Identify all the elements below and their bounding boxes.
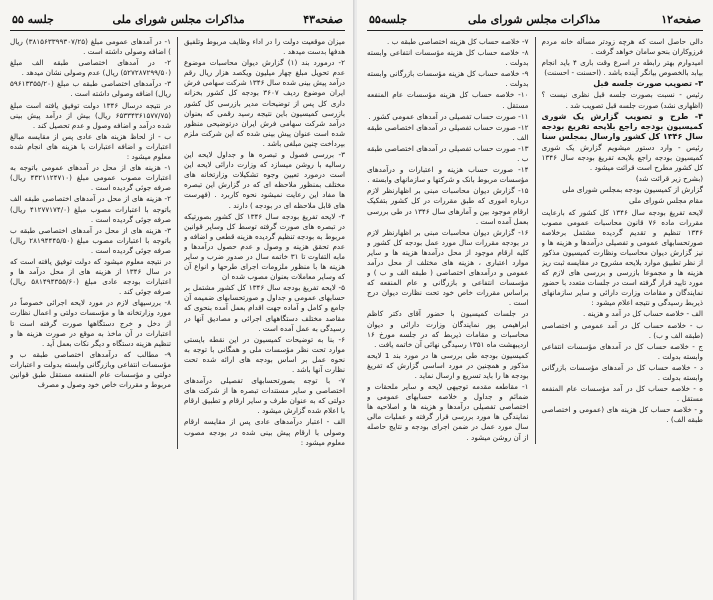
paragraph: ب - از لحاظ هزینه های عادی پس از مقایسه مبالغ اعتبارات و اضافه اعتبارات با هزینه های انجام شده معلوم میشود :: [10, 131, 171, 162]
paragraph: ب - خلاصه حساب کل در آمد عمومی و اختصاصی (طبقه الف و ب) .: [541, 320, 703, 340]
paragraph: الف - اعتبار درآمدهای عادی پس از مقایسه ارقام وصولی با ارقام پیش بینی شده در بودجه مصوب معلوم میشود :: [184, 417, 345, 447]
left-page-header: [10, 8, 345, 31]
paragraph: ۷- با توجه بصورتحسابهای تفصیلی درآمدهای اختصاصی و سایر مستندات تبصره ها از شرکت های دولتی که به عنوان طرف و سایر ارقام و تطبیق ارقام با اعلام شده گزارش میشود .: [184, 376, 345, 416]
paragraph: مقام مجلس شورای ملی: [628, 196, 703, 206]
left-page-title: مذاکرات مجلس شورای ملی: [112, 12, 245, 26]
paragraph: ۲- هزینه های از محل در آمدهای اختصاصی طبقه الف باتوجه با اعتبارات مصوب مبلغ (۴۱۲۷۷۱۷۴/۰ ریال) صرفه جوئی گردیده است .: [10, 194, 171, 224]
paragraph: لایحه تفریغ بودجه سال ۱۳۴۶ کل کشور که بارعایت مقررات ماده ۷۶ قانون محاسبات عمومی مصوب ۱۳۴۶ تنظیم و تقدیم گردیده مشتمل برخلاصه صورتحسابهای عمومی و تفصیلی درآمدها و هزینه ها و نیز گزارش دیوان محاسبات ونظارت کمیسیون مذکور از نظر تطبیق موارد بلایحه مشروح در مقایسه ثبت ریز هزینه ها و مجموعا بازرسی و بررسی های لازم که مورد تایید قرار گرفته است در جلسات متعدد با حضور نمایندگان و مقامات وزارت دارائی و سایر سازمانهای ذیربط رسیدگی و نتیجه اعلام میشود :: [541, 207, 703, 308]
left-page-columns: [10, 37, 345, 449]
column-rule: [535, 37, 536, 444]
right-page-right-column: [542, 37, 704, 444]
right-page-header: [367, 8, 703, 31]
left-page-label: صفحه۴۳: [303, 12, 343, 26]
right-page: [357, 0, 713, 600]
paragraph: ۳- تصویب صورت جلسه قبل: [593, 79, 703, 89]
paragraph: و - خلاصه حساب کل هزینه های (عمومی و اختصاصی طبقه الف) .: [541, 405, 703, 425]
paragraph: میزان موقعیت دولت را در اداء وظایف مربوط وتلفیق هدفها بدست میدهد .: [184, 37, 345, 57]
paragraph: رئیس - وارد دستور میشویم گزارش یک شوری کمیسیون بودجه راجع بلایحه تفریغ بودجه سال ۱۳۴۶ کل کشور مطرح است قرائت میشود .: [541, 142, 703, 173]
paragraph: ۲- درمورد بند (۱) گزارش دیوان محاسبات موضوع عدم تحویل مبلغ چهار میلیون ویکصد هزار ریال رقم درآمد پیش بینی شده سال ۱۳۴۶ شرکت سهامی فرش ایران موضوع ردیف ۳۶۰۷ بودجه کل کشور بخزانه داری کل پس از توضیحات مدیر بازرسی کل کشور بازرسی کمیسیون باین نتیجه رسید رقمی که بعنوان درآمد شرکت سهامی فرش ایران درتوضیحی منظور شده است عنوان پیش بینی شده که این شرکت ملزم بپرداخت چنین مبلغی باشد .: [184, 58, 345, 148]
paragraph: ه - خلاصه حساب کل در آمد مؤسسات عام المنفعه مستقل .: [541, 384, 703, 404]
column-rule: [177, 37, 178, 449]
paragraph: ۹- خلاصه حساب کل هزینه مؤسسات بازرگانی وابسته بدولت .: [367, 69, 529, 89]
paragraph: ۹- مطالب که درآمدهای اختصاصی طبقه ب و مؤسسات انتفاعی وبازرگانی وابسته بدولت و اعتبارات دولتی و مؤسسات عام المنفعه مستقل طبق قوانین مربوط و مقررات خاص خود وصول و مصرف: [10, 349, 171, 390]
left-page: [0, 0, 356, 600]
paragraph: ۱۱- صورت حساب تفصیلی در آمدهای عمومی کشور .: [368, 111, 529, 121]
paragraph: ۱۵- گزارش دیوان محاسبات مبنی بر اظهارنظر لازم درباره اموری که طبق مقررات در کل کشور بتفکیک ارقام موجود بین و آمارهای سال ۱۳۴۶ در طی بررسی بعمل آمده است .: [367, 186, 529, 226]
right-page-left-column: [367, 37, 529, 444]
paragraph: ۱- هزینه های از محل در آمدهای عمومی باتوجه به اعتبارات مصوب عمومی مبلغ (۴۳۲۱۱۲۴۷۱۰ ریال) صرفه جوئی گردیده است .: [10, 163, 171, 193]
paragraph: ۳- بررسی فصول و تبصره ها و جداول لایحه این رسالیه با روشن میسازد که وزارت دارائی لایحه این است درمورد تعیین وجوه تشکیلات وزارتخانه های مختلف بمنظور ملاحظه ای که در گزارش این تبصره ها مفاد این رعایت نمیشود نحوه کاربرد . (فهرست های قابل ملاحظه ای در بودجه ) دارند .: [184, 150, 345, 210]
paragraph: ۳- هزینه های از محل در آمدهای اختصاصی طبقه ب باتوجه با اعتبارات مصوب مبلغ (۲۸۱۹۴۴۴۵/۵۰ ریال) صرفه جوئی گردیده است .: [10, 225, 171, 255]
left-page-right-column: [184, 37, 345, 449]
paragraph: در جلسات کمیسیون با حضور آقای دکتر کاظم ابراهیمی پور نمایندگان وزارت دارائی و دیوان محاسبات و مقامات ذیربط که در جلسه مورخ ۱۶ اردیبهشت ماه ۱۳۵۱ رسیدگی نهائی آن خاتمه یافت .: [367, 309, 529, 349]
paragraph: ۸- بررسیهای لازم در مورد لایحه اجرائی خصوصاً در مورد وزارتخانه ها و مؤسسات دولتی و اعمال نظارت از دخل و خرج دستگاهها صورت گرفته است تا اعتبارات در آن ماخذ به موقع در صورت هزینه ها و تنظیم هزینه دستگاه و دیگر نکات بعمل آید .: [10, 298, 171, 348]
right-page-label: صفحه۱۲: [661, 12, 701, 26]
left-page-session: جلسه ۵۵: [12, 12, 54, 26]
paragraph: ۱۰- خلاصه حساب کل هزینه مؤسسات عام المنفعه مستقل .: [367, 90, 529, 110]
paragraph: ۱- مقاطعه مقدمه توجیهی لایحه و سایر ملحقات و ضمائم و جداول و خلاصه حسابهای عمومی و اختصاصی تفصیلی درآمدها و هزینه ها و اصلاحیه ها نمایندگی ها مورد بررسی قرار گرفته و عملیات مالی سال مورد عمل در ضمن اجرای بودجه و نتایج حاصله از آن روشن میشود .: [367, 382, 529, 442]
paragraph: در نتیجه معلوم میشود که دولت توفیق یافته است که در سال ۱۳۴۶ از هزینه های از محل درآمد ها و اعتبارات بودجه عادی مبلغ (۵۸۱۴۹۴۳۵۵/۶۰ ریال) صرفه جوئی کند .: [10, 256, 171, 297]
paragraph: د - خلاصه حساب کل در آمدهای مؤسسات بازرگانی وابسته بدولت .: [541, 362, 703, 382]
paragraph: الف - خلاصه حساب کل در آمد و هزینه .: [583, 309, 703, 319]
paragraph: ۸- خلاصه حساب کل هزینه مؤسسات انتفاعی وابسته بدولت .: [367, 48, 529, 68]
paragraph: گزارش از کمیسیون بودجه بمجلس شورای ملی: [562, 185, 703, 195]
paragraph: در نتیجه درسال ۱۳۴۶ دولت توفیق یافته است مبلغ (۶۵۳۳۴۳۶۱۵۷۷/۷۵ ریال) بیش از درآمد پیش بینی شده درآمد و اضافه وصول و عدم تحصیل کند .: [10, 100, 171, 130]
paragraph: کمیسیون بودجه طی بررسی ها در مورد بند 1 لایحه مذکور و همچنین در مورد اساسی گزارش که تفریغ بودجه ها را باید تسریع و ارسال نماید .: [367, 350, 529, 380]
paragraph: ۲- در آمدهای اختصاصی طبقه الف مبلغ (۵۲۷۲۸۷۲۹۹/۵۰) ریال) عدم وصولی نشان میدهد .: [10, 58, 171, 78]
paragraph: (بشرح زیر قرائت شد): [635, 174, 703, 184]
paragraph: ج - خلاصه حساب کل در آمدهای مؤسسات انتفاعی وابسته بدولت .: [541, 341, 703, 361]
paragraph: ۴- طرح و تصویب گزارش یک شوری کمیسیون بودجه راجع بلایحه تفریغ بودجه سال ۱۳۴۶ کل کشور وارسال بمجلس سنا: [541, 111, 703, 141]
paragraph: رئیس - نسبت بصورت جلسه قبل نظری نیست ؟ (اظهاری نشد) صورت جلسه قبل تصویب شد .: [541, 90, 703, 110]
right-page-session: جلسه۵۵: [369, 12, 407, 26]
paragraph: ۱۲- صورت حساب تفصیلی در آمدهای اختصاصی طبقه الف .: [367, 122, 529, 142]
paragraph: ۱۴- صورت حساب هزینه و اعتبارات و درآمدهای مؤسسات مربوط بانک و شرکتها و سازمانهای وابسته .: [367, 165, 529, 185]
paragraph: دالی حاصل است که هرچه زودتر مسأله خانه مردم فرزوکاران بنحو سامان خواهد گرفت .: [541, 37, 703, 57]
paragraph: ۵- لایحه تفریغ بودجه سال ۱۳۴۶ کل کشور مشتمل بر حسابهای عمومی و جداول و صورتحسابهای ضمیمه آن جامع و کامل و آماده جهت اقدام بعمل آمده بنحوی که مقاصد مختلف دستگاههای اجرائی و مصادیق آنها در رسیدگی به عمل آمده است .: [184, 283, 345, 333]
paragraph: امیدوارم بهتر رابطه در اسرع وقت باری ۴ باید انجام بیابد بالخصوص بیانگر آینده باشد . (احسنت - احسنت): [541, 58, 703, 78]
paragraph: ۱- در آمدهای عمومی مبلغ (۳۸۱۵۶۳۳۹۹۳۰۷/۲۵) ریال ) اضافه وصولی داشته است .: [10, 37, 171, 57]
left-page-left-column: [10, 37, 171, 449]
paragraph: ۳- درآمدهای اختصاصی طبقه ب مبلغ (۵۹۶۱۳۳۵۵/۲۰ ریال) اضافه وصولی داشته است .: [10, 79, 171, 99]
paragraph: ۱۳- صورت حساب تفصیلی در آمدهای اختصاصی طبقه ب .: [367, 143, 529, 164]
paragraph: ۱۶- گزارش دیوان محاسبات مبنی بر اظهارنظر لازم در بودجه مقررات سال مورد عمل بودجه کل کشور و کلیه ارقام موجود از محل درآمدها هزینه ها و سایر موارد اعتباری ، هزینه های مختلف از محل درآمد عمومی و درآمدهای اختصاصی ( طبقه الف و ب ) و مؤسسات انتفاعی و بازرگانی و عام المنفعه که براساس مقررات خاص خود تحت نظارت دیوان درج است .: [367, 227, 529, 308]
paragraph: ۴- لایحه تفریغ بودجه سال ۱۳۴۶ کل کشور بصورتیکه در تبصره های صورت گرفته توسط کل وسایر قوانین مربوط به بودجه تنظیم گردیده هزینه قطعی و اضافه و عدم تحقق هزینه و وصول و عدم حصول درآمدها و مابه التفاوت تا ۳۱ خاتمه سال در صدور ضرب و سایر هزینه ها با منظور ملزومات اجرای طرحها و انواع آن که وسایر معاملات بعنوان مصوب شده ان: [184, 211, 345, 282]
right-page-title: مذاکرات مجلس شورای ملی: [468, 12, 601, 26]
right-page-columns: [367, 37, 703, 444]
paragraph: ۶- بنا به توضیحات کمیسیون در این نقطه بایستی موارد تحت نظر مؤسسات ملی و همگانی با توجه به نحوه عمل بر اساس بودجه های ارائه شده تحت نظارت آنها باشد .: [184, 334, 345, 374]
paragraph: ۷- خلاصه حساب کل هزینه اختصاصی طبقه ب .: [387, 37, 529, 46]
